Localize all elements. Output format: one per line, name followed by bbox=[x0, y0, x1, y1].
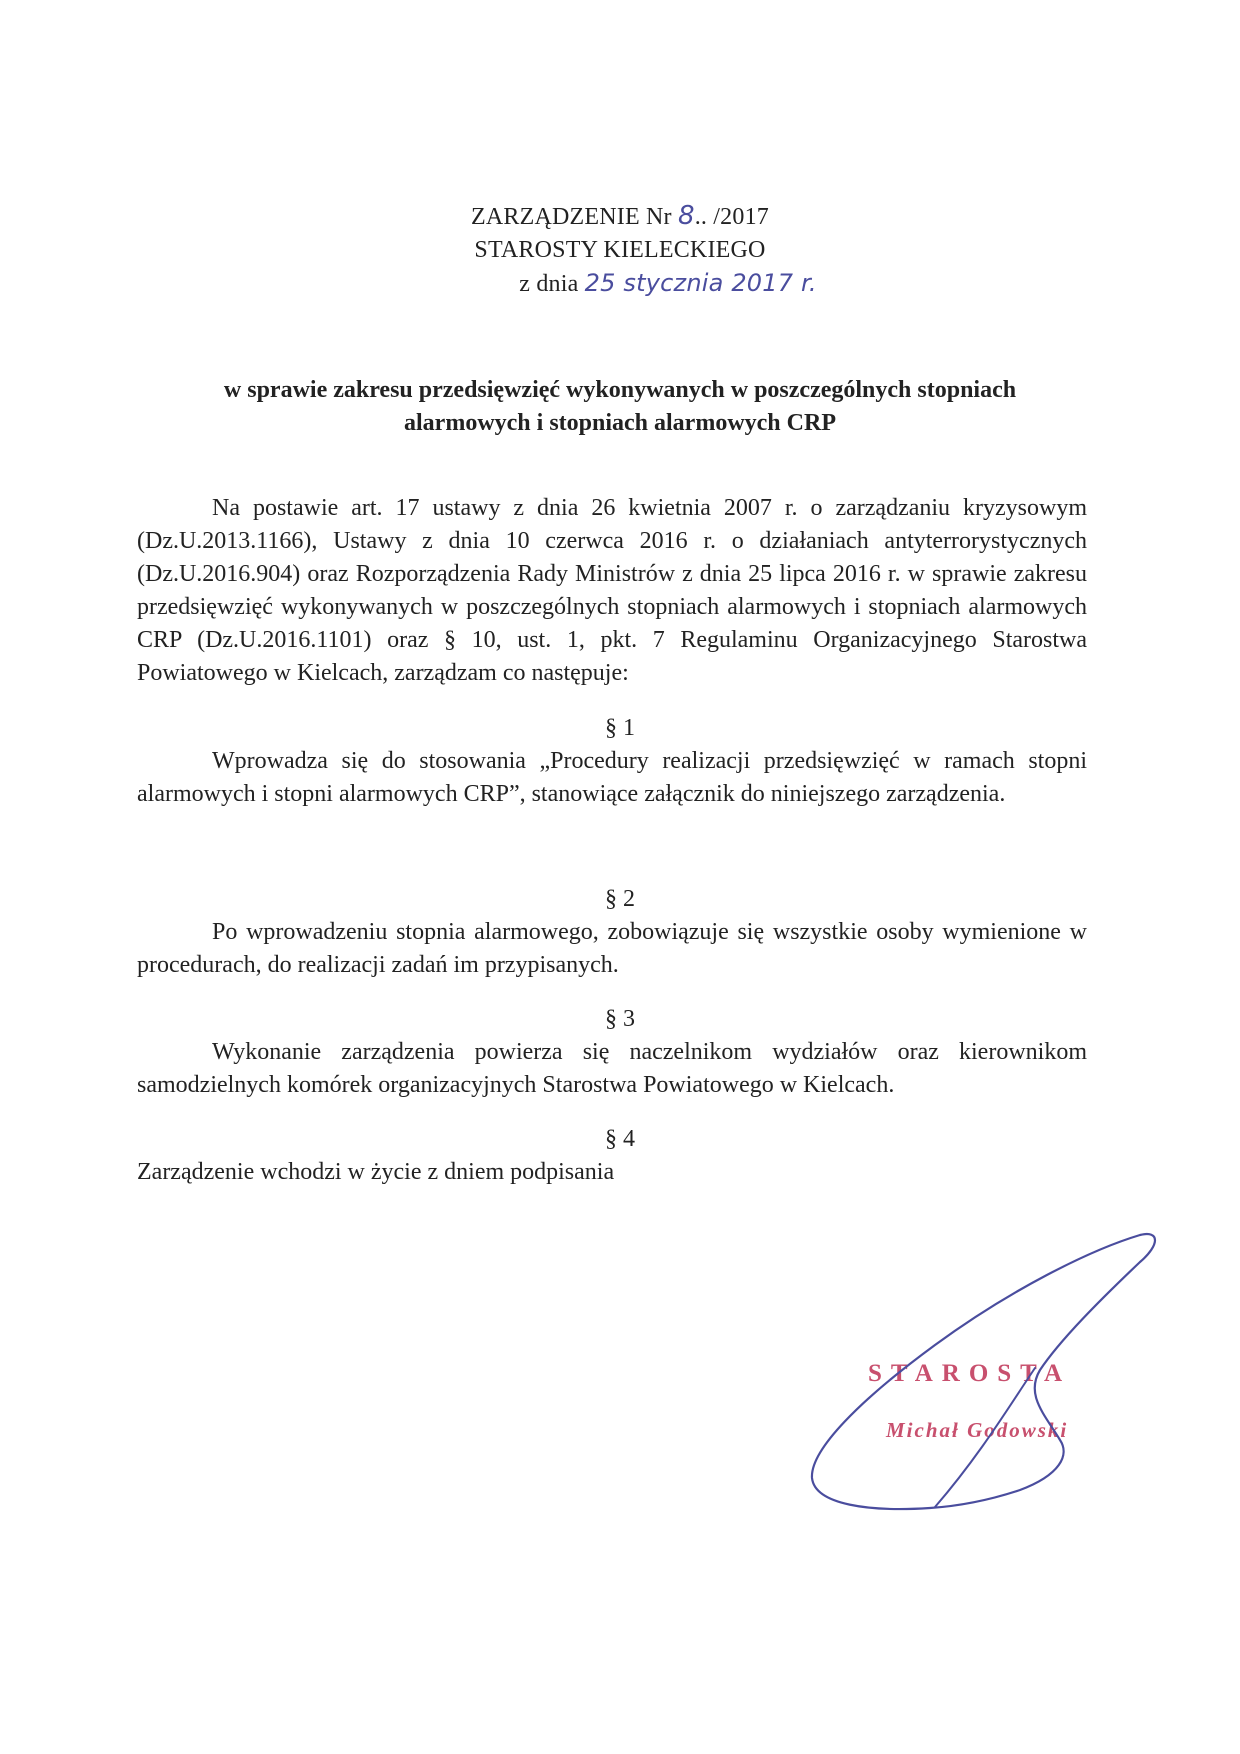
section-mark-2: § 2 bbox=[605, 886, 635, 912]
section-4-paragraph bbox=[137, 1156, 1087, 1189]
preamble-paragraph bbox=[137, 492, 1087, 690]
stamp-title: STAROSTA bbox=[868, 1360, 1072, 1387]
subject-line-2: alarmowych i stopniach alarmowych CRP bbox=[404, 410, 836, 436]
section-1-paragraph bbox=[137, 745, 1087, 811]
section-mark-1: § 1 bbox=[605, 715, 635, 741]
title-suffix: /2017 bbox=[707, 204, 769, 230]
ordinance-title bbox=[0, 200, 1240, 234]
section-1-text: Wprowadza się do stosowania „Procedury realizacji przedsięwzięć w ramach stopni alarmowych i stopni alarmowych CRP”, stanowiące załącznik do niniejszego zarządzenia. bbox=[137, 748, 1087, 807]
section-2-text: Po wprowadzeniu stopnia alarmowego, zobowiązuje się wszystkie osoby wymienione w procedurach, do realizacji zadań im przypisanych. bbox=[137, 919, 1087, 978]
document-header bbox=[0, 200, 1240, 301]
issuer-line: STAROSTY KIELECKIEGO bbox=[474, 237, 766, 263]
section-4-text: Zarządzenie wchodzi w życie z dniem podpisania bbox=[137, 1159, 615, 1185]
subject-heading bbox=[150, 374, 1090, 440]
section-3-text: Wykonanie zarządzenia powierza się naczelnikom wydziałów oraz kierownikom samodzielnych komórek organizacyjnych Starostwa Powiatowego w Kielcach. bbox=[137, 1039, 1087, 1098]
handwritten-date: 25 stycznia 2017 r. bbox=[584, 269, 817, 297]
preamble-text: Na postawie art. 17 ustawy z dnia 26 kwietnia 2007 r. o zarządzaniu kryzysowym (Dz.U.2013.1166), Ustawy z dnia 10 czerwca 2016 r. o działaniach antyterrorystycznych (Dz.U.2016.904) oraz Rozporządzenia Rady Ministrów z dnia 25 lipca 2016 r. w sprawie zakresu przedsięwzięć wykonywanych w poszczególnych stopniach alarmowych i stopniach alarmowych CRP (Dz.U.2016.1101) oraz § 10, ust. 1, pkt. 7 Regulaminu Organizacyjnego Starostwa Powiatowego w Kielcach, zarządzam co następuje: bbox=[137, 495, 1087, 686]
section-3-paragraph bbox=[137, 1036, 1087, 1102]
title-prefix: ZARZĄDZENIE Nr bbox=[471, 204, 678, 230]
subject-line-1: w sprawie zakresu przedsięwzięć wykonywanych w poszczególnych stopniach bbox=[223, 377, 1017, 403]
date-line bbox=[0, 267, 1240, 301]
number-dots: .. bbox=[694, 204, 708, 230]
handwritten-number: 8 bbox=[677, 201, 695, 231]
section-mark-4: § 4 bbox=[605, 1126, 635, 1152]
section-2-paragraph bbox=[137, 916, 1087, 982]
stamp-name: Michał Godowski bbox=[886, 1418, 1069, 1442]
section-mark-3: § 3 bbox=[605, 1006, 635, 1032]
date-prefix: z dnia bbox=[519, 271, 585, 297]
